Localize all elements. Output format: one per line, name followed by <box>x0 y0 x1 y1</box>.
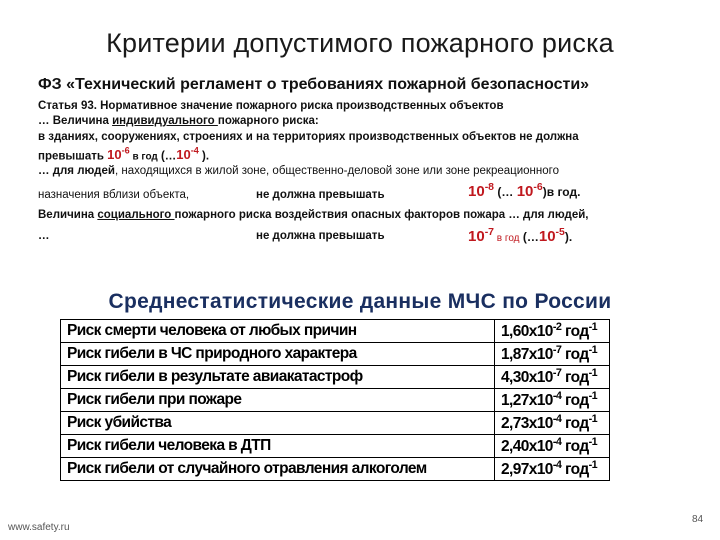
text-normal: , находящихся в жилой зоне, общественно-деловой зоне или зоне рекреационного <box>114 165 559 177</box>
risk-label-cell: Риск гибели при пожаре <box>61 389 495 412</box>
risk-value-unit: год <box>561 392 589 410</box>
value-base: 10 <box>107 147 122 163</box>
risk-label-cell: Риск гибели человека в ДТП <box>61 435 495 458</box>
risk-value-cell <box>495 389 610 412</box>
value-exponent: -8 <box>484 181 495 193</box>
risk-value-cell <box>495 435 610 458</box>
article-line: Статья 93. Нормативное значение пожарного риска производственных объектов <box>38 100 504 112</box>
text-fragment: Величина <box>38 209 98 221</box>
table-row <box>61 343 610 366</box>
table-row <box>61 389 610 412</box>
text-bold: … для людей <box>38 165 115 177</box>
text-fragment: … Величина <box>38 115 113 127</box>
risk-table <box>60 319 610 481</box>
text-normal: назначения вблизи объекта, <box>38 189 190 201</box>
text-fragment: (… <box>519 230 539 244</box>
risk-value-uexp: -1 <box>588 412 598 425</box>
risk-value-cell <box>495 412 610 435</box>
text-underlined: социального <box>97 209 175 221</box>
limit-line-2 <box>38 181 581 201</box>
risk-value-mant: 1,87х10 <box>501 346 553 364</box>
text-fragment: ). <box>198 150 210 163</box>
social-risk-line <box>38 209 589 221</box>
value-base: 10 <box>538 228 556 245</box>
production-objects-line: в зданиях, сооружениях, строениях и на территориях производственных объектов не должна <box>38 131 579 143</box>
risk-label-cell: Риск гибели от случайного отравления алкоголем <box>61 458 495 481</box>
risk-value-uexp: -1 <box>588 366 598 379</box>
value-base: 10 <box>176 147 191 163</box>
page-number: 84 <box>692 514 704 525</box>
text-fragment: (… <box>494 185 517 199</box>
value-exponent: -6 <box>121 146 130 156</box>
risk-value-mant: 2,97х10 <box>501 461 553 479</box>
risk-value-mant: 2,40х10 <box>501 438 553 456</box>
text-underlined: индивидуального <box>112 115 218 127</box>
risk-value-unit: год <box>561 438 589 456</box>
value-exponent: -4 <box>190 146 199 156</box>
text-fragment: в год <box>494 233 520 244</box>
limit-values <box>468 181 580 200</box>
risk-value-unit: год <box>561 415 589 433</box>
risk-value-mant: 2,73х10 <box>501 415 553 433</box>
risk-value <box>107 147 130 162</box>
risk-label-cell: Риск убийства <box>61 412 495 435</box>
risk-value-mant: 1,27х10 <box>501 392 553 410</box>
risk-value-exp: -4 <box>552 435 562 448</box>
text-fragment: в год <box>129 151 158 163</box>
slide-title: Критерии допустимого пожарного риска <box>106 28 614 58</box>
risk-value-exp: -4 <box>552 412 562 425</box>
value-exponent: -5 <box>555 226 565 238</box>
risk-value-cell <box>495 343 610 366</box>
statistics-title: Среднестатистические данные МЧС по России <box>108 290 612 313</box>
individual-risk-line <box>38 115 319 127</box>
risk-value <box>539 228 565 245</box>
risk-value-exp: -2 <box>552 320 562 333</box>
risk-value-uexp: -1 <box>588 320 598 333</box>
law-subtitle: ФЗ «Технический регламент о требованиях пожарной безопасности» <box>38 76 590 93</box>
text-bold: не должна превышать <box>256 230 385 242</box>
risk-label-cell: Риск гибели в ЧС природного характера <box>61 343 495 366</box>
value-base: 10 <box>468 228 485 245</box>
limit-line-3 <box>38 226 573 245</box>
value-exponent: -6 <box>533 181 543 193</box>
table-row <box>61 320 610 343</box>
text-fragment: пожарного риска воздействия опасных факторов пожара … для людей, <box>174 209 589 221</box>
risk-value-cell <box>495 320 610 343</box>
limit-values <box>468 226 572 245</box>
table-row <box>61 412 610 435</box>
text-fragment: ). <box>564 230 573 244</box>
risk-value-uexp: -1 <box>588 435 598 448</box>
text-fragment: превышать <box>38 150 108 163</box>
risk-value-uexp: -1 <box>588 458 598 471</box>
table-row <box>61 366 610 389</box>
table-row <box>61 435 610 458</box>
value-base: 10 <box>468 183 485 200</box>
risk-value-unit: год <box>561 346 589 364</box>
limit-line-1 <box>38 146 209 162</box>
text-fragment: (… <box>157 150 177 163</box>
risk-value-exp: -7 <box>552 343 562 356</box>
risk-label-cell: Риск смерти человека от любых причин <box>61 320 495 343</box>
risk-value-cell <box>495 366 610 389</box>
risk-value-exp: -7 <box>552 366 562 379</box>
risk-value-exp: -4 <box>552 458 562 471</box>
risk-value-unit: год <box>561 369 589 387</box>
text-bold: не должна превышать <box>256 189 385 201</box>
risk-value-unit: год <box>561 323 589 341</box>
table-row <box>61 458 610 481</box>
risk-value-uexp: -1 <box>588 389 598 402</box>
risk-value <box>517 183 543 200</box>
risk-value-uexp: -1 <box>588 343 598 356</box>
text-fragment: )в год. <box>542 185 581 199</box>
risk-value-exp: -4 <box>552 389 562 402</box>
risk-value-mant: 4,30х10 <box>501 369 553 387</box>
risk-value-mant: 1,60х10 <box>501 323 553 341</box>
risk-value <box>176 147 199 162</box>
text-fragment: пожарного риска: <box>217 115 319 127</box>
value-base: 10 <box>516 183 534 200</box>
risk-label-cell: Риск гибели в результате авиакатастроф <box>61 366 495 389</box>
people-zone-line <box>38 165 559 177</box>
text-fragment: … <box>38 230 50 242</box>
value-exponent: -7 <box>484 226 495 238</box>
risk-value-cell <box>495 458 610 481</box>
risk-value <box>468 228 494 245</box>
risk-value <box>468 183 494 200</box>
risk-value-unit: год <box>561 461 589 479</box>
footer-site: www.safety.ru <box>8 522 70 533</box>
